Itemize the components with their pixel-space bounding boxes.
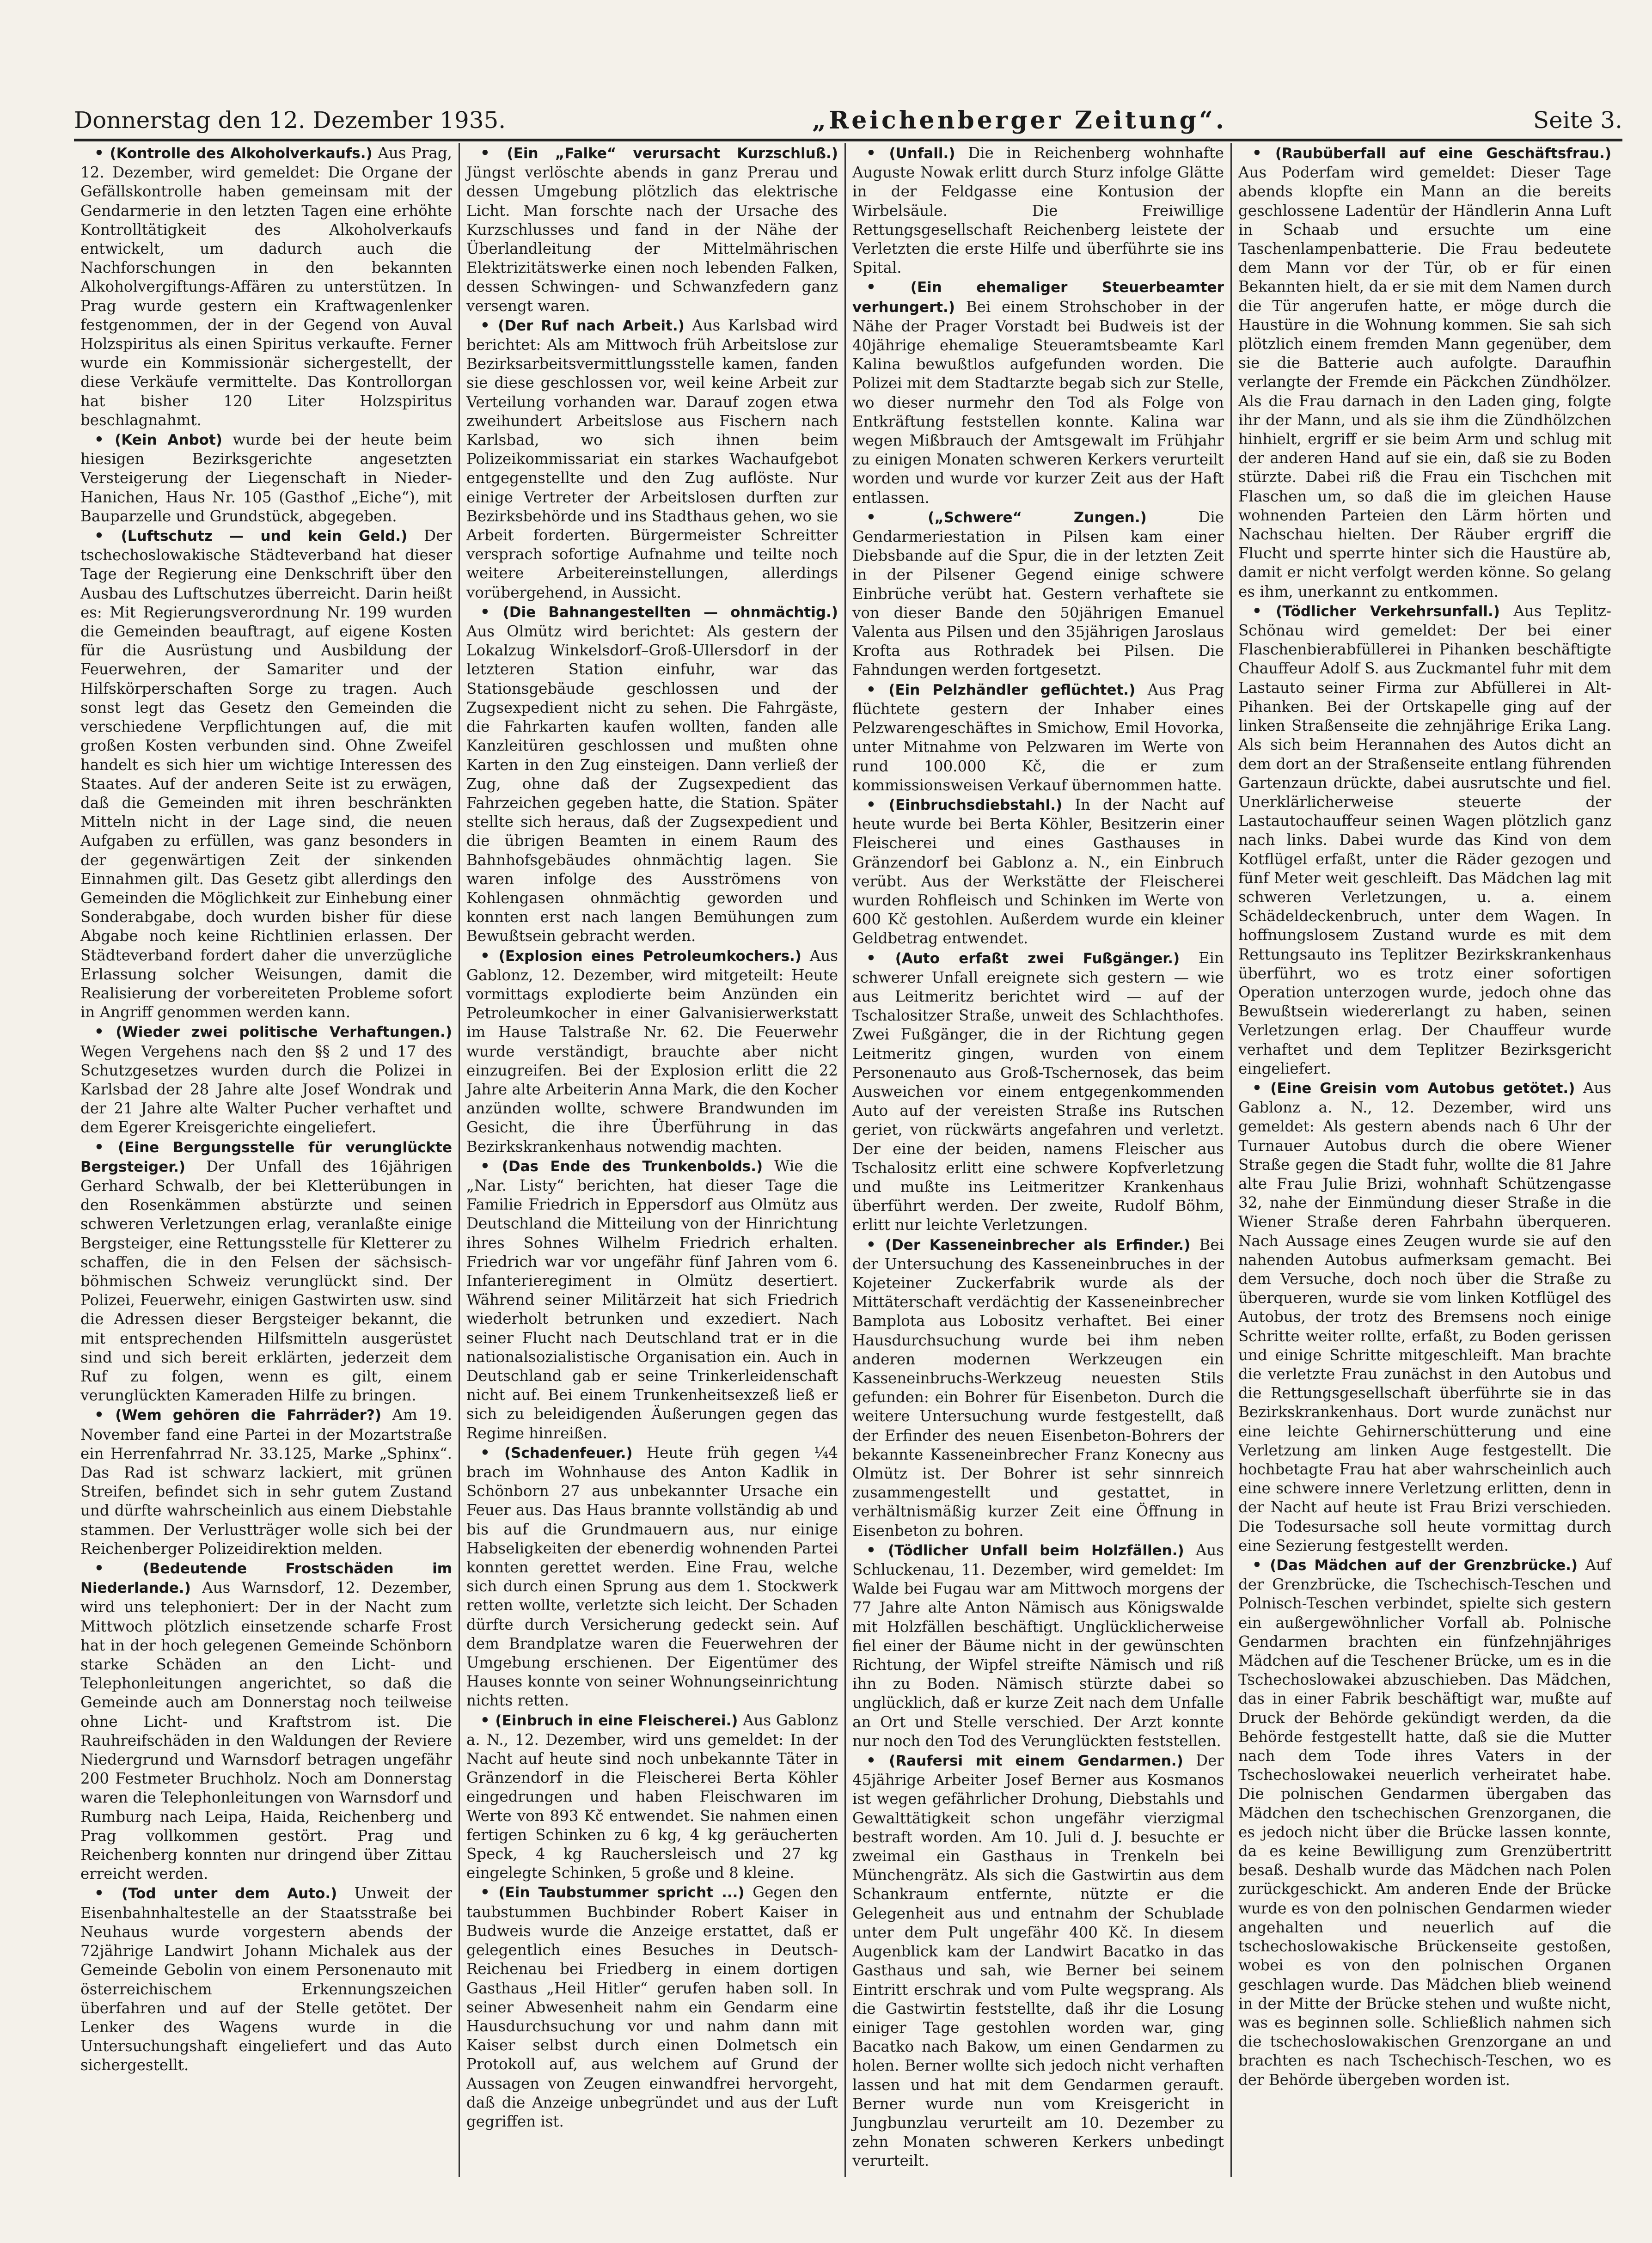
article-body: In der Nacht auf heute wurde bei Berta Köhler, Besitzerin einer Fleischerei und eines Gasthauses in Gränzendorf bei Gablonz a. N., ein Einbruch verübt. Aus der Werkstätte der Fleischerei wurden Rohfleisch und Schinken im Werte von 600 Kč gestohlen. Außerdem wurde ein kleiner Geldbetrag entwendet. xyxy=(852,795,1224,947)
article xyxy=(852,948,1224,1235)
article xyxy=(1238,601,1611,1078)
article-headline: (Luftschutz — und kein Geld.) xyxy=(121,528,408,545)
article-body: Aus Teplitz-Schönau wird gemeldet: Der bei einer Flaschenbierabfüllerei in Pihanken beschäftigte Chauffeur Adolf S. aus Zuckmantel fuhr mit dem Lastauto seiner Firma zur Abfüllerei in Alt-Pihanken. Bei der Ortskapelle ging auf der linken Straßenseite die zehnjährige Erika Lang. Als sich beim Herannahen des Autos dicht an dem dort an der Straßenseite entlang führenden Gartenzaun drückte, dabei ausrutschte und fiel. Unerklärlicherweise steuerte der Lastautochauffeur seinen Wagen plötzlich ganz nach links. Dabei wurde das Kind von dem Kotflügel erfaßt, unter die Räder gezogen und fünf Meter weit geschleift. Das Mädchen lag mit schweren Verletzungen, u. a. einem Schädeldeckenbruch, unter dem Wagen. In hoffnungslosem Zustand wurde es mit dem Rettungsauto ins Teplitzer Bezirkskrankenhaus überführt, wo es trotz einer sofortigen Operation unterzogen wurde, jedoch ohne das Bewußtsein wiedererlangt zu haben, seinen Verletzungen erlag. Der Chauffeur wurde verhaftet und dem Teplitzer Bezirksgericht eingeliefert. xyxy=(1238,602,1611,1077)
article xyxy=(852,277,1224,507)
column-3 xyxy=(846,143,1232,2177)
article-headline: (Ein Pelzhändler geflüchtet.) xyxy=(888,681,1136,698)
article-bullet: • xyxy=(1252,1078,1271,1097)
article-headline: (Tod unter dem Auto.) xyxy=(121,1885,337,1902)
article-headline: (Raufersi mit einem Gendarmen.) xyxy=(889,1753,1183,1770)
article-headline: (Eine Bergungsstelle für verunglückte Bergsteiger.) xyxy=(80,1139,452,1175)
article xyxy=(852,1235,1224,1540)
article-body: Aus Gablonz a. N., 12. Dezember, wird uns gemeldet: Als gestern abends nach 6 Uhr der Turnauer Autobus durch die obere Wiener Straße gegen die Stadt fuhr, wollte die 81 Jahre alte Frau Julie Brizi, wohnhaft Schützengasse 32, nahe der Einmündung dieser Straße in die Wiener Straße deren Fahrbahn überqueren. Nach Aussage eines Zeugen wurde sie auf den nahenden Autobus aufmerksam gemacht. Bei dem Versuche, doch noch über die Straße zu überqueren, wurde sie vom linken Kotflügel des Autobus, der trotz des Bremsens noch einige Schritte weiter rollte, erfaßt, zu Boden gerissen und einige Schritte mitgeschleift. Man brachte die verletzte Frau zunächst in den Autobus und die Rettungsgesellschaft überführte sie in das Bezirkskrankenhaus. Dort wurde zunächst nur eine leichte Gehirnerschütterung und eine Verletzung am linken Auge festgestellt. Die hochbetagte Frau hat aber wahrscheinlich auch eine schwere innere Verletzung erlitten, denn in der Nacht auf heute ist Frau Brizi verschieden. Die Todesursache soll heute vormittag durch eine Sezierung festgestellt werden. xyxy=(1238,1079,1611,1554)
page-header xyxy=(74,102,1622,141)
article-body: Aus Karlsbad wird berichtet: Als am Mittwoch früh Arbeitslose zur Bezirksarbeitsvermittlungsstelle kamen, fanden sie diese geschlossen vor, weil keine Arbeit zur Verteilung vorhanden war. Darauf zogen etwa zweihundert Arbeitslose aus Fischern nach Karlsbad, wo sich ihnen beim Polizeikommissariat ein starkes Wachaufgebot entgegenstellte und den Zug auflöste. Nur einige Vertreter der Arbeitslosen durften zur Bezirksbehörde und ins Stadthaus gehen, wo sie Arbeit forderten. Bürgermeister Schreitter versprach sofortige Aufnahme und teilte noch weitere Arbeitereinstellungen, allerdings vorübergehend, in Aussicht. xyxy=(466,316,838,601)
article-body: Die in Reichenberg wohnhafte Auguste Nowak erlitt durch Sturz infolge Glätte in der Feldgasse eine Kontusion der Wirbelsäule. Die Freiwillige Rettungsgesellschaft Reichenberg leistete der Verletzten die erste Hilfe und überführte sie ins Spital. xyxy=(852,144,1224,277)
article-headline: (Die Bahnangestellten — ohnmächtig.) xyxy=(502,604,838,621)
article xyxy=(466,602,838,946)
article-body: Unweit der Eisenbahnhaltestelle an der Staatsstraße bei Neuhaus wurde vorgestern abends der 72jährige Landwirt Johann Michalek aus der Gemeinde Gebolin von einem Personenauto mit österreichischem Erkennungszeichen überfahren und auf der Stelle getötet. Der Lenker des Wagens wurde in die Untersuchungshaft eingeliefert und das Auto sichergestellt. xyxy=(80,1884,452,2074)
article-headline: („Schwere“ Zungen.) xyxy=(928,509,1147,526)
article-headline: (Wem gehören die Fahrräder?) xyxy=(115,1407,382,1424)
article-headline: (Ein Taubstummer spricht ...) xyxy=(498,1884,745,1901)
article-bullet: • xyxy=(1252,144,1275,162)
article-bullet: • xyxy=(94,144,110,162)
article xyxy=(466,143,838,316)
article-body: Die Gendarmeriestation in Pilsen kam einer Diebsbande auf die Spur, die in der letzten Zeit in der Pilsener Gegend einige schwere Einbrüche verübt hat. Gestern verhaftete sie von dieser Bande den 50jährigen Emanuel Valenta aus Pilsen und den 35jährigen Jaroslaus Krofta aus Rothradek bei Pilsen. Die Fahndungen werden fortgesetzt. xyxy=(852,508,1224,679)
article xyxy=(80,526,452,1022)
article-body: Am 19. November fand eine Partei in der Mozartstraße ein Herrenfahrrad Nr. 33.125, Marke „Sphinx“. Das Rad ist schwarz lackiert, mit grünen Streifen, befindet sich in sehr gutem Zustand und dürfte wahrscheinlich aus einem Diebstahle stammen. Der Verlustträger wolle sich bei der Reichenberger Polizeidirektion melden. xyxy=(80,1406,453,1558)
article-body: wurde bei der heute beim hiesigen Bezirksgerichte angesetzten Versteigerung der Liegenschaft in Nieder-Hanichen, Haus Nr. 105 (Gasthof „Eiche“), mit Bauparzelle und Grundstück, abgegeben. xyxy=(80,431,452,525)
article xyxy=(80,1022,452,1137)
article xyxy=(466,316,838,602)
article-body: Aus Prag flüchtete gestern der Inhaber eines Pelzwarengeschäftes in Smichow, Emil Hovorka, unter Mitnahme von Pelzwaren im Werte von rund 100.000 Kč, die er zum kommissionsweisen Verkauf übernommen hatte. xyxy=(852,680,1224,794)
article-body: Bei der Untersuchung des Kasseneinbruches in der Kojeteiner Zuckerfabrik wurde als der Mittäterschaft verdächtig der Kasseneinbrecher Bamplota aus Lobositz verhaftet. Bei einer Hausdurchsuchung wurde bei ihm neben anderen modernen Werkzeugen ein Kasseneinbruchs-Werkzeug neuesten Stils gefunden: ein Bohrer für Eisenbeton. Durch die weitere Untersuchung wurde festgestellt, daß der Erfinder des neuen Eisenbeton-Bohrers der bekannte Kasseneinbrecher Franz Konecny aus Olmütz ist. Der Bohrer ist sehr sinnreich zusammengestellt und gestattet, in verhältnismäßig kurzer Zeit eine Öffnung in Eisenbeton zu bohren. xyxy=(852,1235,1224,1540)
article xyxy=(1238,1555,1611,2090)
article-bullet: • xyxy=(866,1540,888,1559)
article-bullet: • xyxy=(94,1406,116,1424)
article-bullet: • xyxy=(94,1137,118,1156)
article-bullet: • xyxy=(94,526,121,545)
article-headline: (Raubüberfall auf eine Geschäftsfrau.) xyxy=(1275,145,1612,162)
article-bullet: • xyxy=(1252,601,1276,620)
article-bullet: • xyxy=(480,602,503,621)
column-2 xyxy=(460,143,846,2177)
article-body: Wegen Vergehens nach den §§ 2 und 17 des Schutzgesetzes wurden durch die Polizei in Karlsbad der 28 Jahre alte Josef Wondrak und der 21 Jahre alte Walter Pucher verhaftet und dem Egerer Kreisgerichte eingeliefert. xyxy=(80,1042,452,1137)
article-headline: (Bedeutende Frostschäden im Niederlande.) xyxy=(80,1560,452,1597)
article-body: Aus Warnsdorf, 12. Dezember, wird uns telephoniert: Der in der Nacht zum Mittwoch plötzlich einsetzende scharfe Frost hat in der hoch gelegenen Gemeinde Schönborn starke Schäden an den Licht- und Telephonleitungen angerichtet, so daß die Gemeinde auch am Donnerstag noch teilweise ohne Licht- und Kraftstrom ist. Die Rauhreifschäden in den Waldungen der Reviere Niedergrund und Warnsdorf betragen ungefähr 200 Festmeter Bruchholz. Noch am Donnerstag waren die Telephonleitungen von Warnsdorf und Rumburg nach Leipa, Haida, Reichenberg und Prag vollkommen gestört. Prag und Reichenberg konnten nur dringend über Zittau erreicht werden. xyxy=(80,1579,452,1883)
article-bullet: • xyxy=(866,507,928,526)
article xyxy=(852,1540,1224,1751)
article-headline: (Tödlicher Verkehrsunfall.) xyxy=(1276,603,1500,620)
article xyxy=(466,946,838,1156)
article xyxy=(852,680,1224,795)
article-bullet: • xyxy=(480,1156,502,1175)
article xyxy=(80,1883,452,2075)
article-headline: (Das Mädchen auf der Grenzbrücke.) xyxy=(1270,1557,1578,1574)
article-bullet: • xyxy=(480,1711,496,1729)
article xyxy=(852,795,1224,948)
column-4 xyxy=(1232,143,1618,2177)
article-headline: (Explosion eines Petroleumkochers.) xyxy=(498,947,802,965)
article xyxy=(80,430,452,526)
article-body: Aus Prag, 12. Dezember, wird gemeldet: Die Organe der Gefällskontrolle haben gemeinsam mit der Gendarmerie in den letzten Tagen eine erhöhte Kontrolltätigkeit des Alkoholverkaufs entwickelt, um dadurch auch die Nachforschungen in den bekannten Alkoholvergiftungs-Affären zu unterstützen. In Prag wurde gestern ein Kraftwagenlenker festgenommen, der in der Gegend von Auval Holzspiritus als einen Spiritus verkaufte. Ferner wurde ein Kommissionär sichergestellt, der diese Verkäufe vermittelte. Das Kontrollorgan hat bisher 120 Liter Holzspiritus beschlagnahmt. xyxy=(80,144,452,429)
article xyxy=(80,1405,452,1558)
article-body: Der Unfall des 16jährigen Gerhard Schwalb, der bei Kletterübungen in den Rosenkämmen abstürzte und seinen schweren Verletzungen erlag, veranlaßte einige Bergsteiger, eine Rettungsstelle für Kletterer zu schaffen, die in den Felsen der sächsisch-böhmischen Schweiz verunglückt sind. Der Polizei, Feuerwehr, einigen Gastwirten usw. sind die Adressen dieser Bergsteiger bekannt, die mit entsprechenden Hilfsmitteln ausgerüstet sind und sich bereit erklärten, jederzeit dem Ruf zu folgen, wenn es gilt, einem verunglückten Kameraden Hilfe zu bringen. xyxy=(80,1157,452,1405)
article-body: Aus Poderfam wird gemeldet: Dieser Tage abends klopfte ein Mann an die bereits geschlossene Ladentür der Händlerin Anna Luft in Schaab und ersuchte um eine Taschenlampenbatterie. Die Frau bedeutete dem Mann vor der Tür, ob er für einen Bekannten hielt, da er sie mit dem Namen durch die Tür angerufen hatte, er möge durch die Haustüre in die Wohnung kommen. Sie sah sich plötzlich einem fremden Mann gegenüber, dem sie die Batterie auch aufolgte. Daraufhin verlangte der Fremde ein Päckchen Zündhölzer. Als die Frau darnach in den Laden ging, folgte ihr der Mann, und als sie ihm die Zündhölzchen hinhielt, ergriff er sie beim Arm und schlug mit der anderen Hand auf sie ein, daß sie zu Boden stürzte. Dabei riß die Frau ein Tischchen mit Flaschen um, so daß die im gleichen Hause wohnenden Parteien den Lärm hörten und Nachschau hielten. Der Räuber ergriff die Flucht und sperrte hinter sich die Haustüre ab, damit er nicht verfolgt werden könne. So gelang es ihm, unerkannt zu entkommen. xyxy=(1238,164,1611,600)
article-bullet: • xyxy=(94,1559,143,1577)
article-headline: (Ein ehemaliger Steuerbeamter verhungert.) xyxy=(852,279,1224,316)
article xyxy=(1238,1078,1611,1555)
article-body: Der tschechoslowakische Städteverband hat dieser Tage der Regierung eine Denkschrift über den Ausbau des Luftschutzes überreicht. Darin heißt es: Mit Regierungsverordnung Nr. 199 wurden die Gemeinden beauftragt, auf eigene Kosten für die Ausrüstung und Ausbildung der Feuerwehren, der Samariter und der Hilfskörperschaften Sorge zu tragen. Auch sonst legt das Gesetz den Gemeinden die verschiedene Verpflichtungen auf, die mit großen Kosten verbunden sind. Ohne Zweifel handelt es sich hier um wichtige Interessen des Staates. Auf der anderen Seite ist zu erwägen, daß die Gemeinden mit ihren beschränkten Mitteln nicht in der Lage sind, die neuen Aufgaben zu erfüllen, was ganz besonders in der gegenwärtigen Zeit der sinkenden Einnahmen gilt. Das Gesetz gibt allerdings den Gemeinden die Möglichkeit zur Einhebung einer Sonderabgabe, doch wurden bisher für diese Abgabe noch keine Richtlinien erlassen. Der Städteverband fordert daher die unverzügliche Erlassung solcher Weisungen, damit die Realisierung der vorbereiteten Probleme sofort in Angriff genommen werden kann. xyxy=(80,527,452,1021)
article-body: Aus Gablonz, 12. Dezember, wird mitgeteilt: Heute vormittags explodierte beim Anzünden ein Petroleumkocher in einer Galvanisierwerkstatt im Hause Talstraße Nr. 62. Die Feuerwehr wurde verständigt, brauchte aber nicht einzugreifen. Bei der Explosion erlitt die 22 Jahre alte Arbeiterin Anna Mark, die den Kocher anzünden wollte, schwere Brandwunden im Gesicht, die ihre Überführung in das Bezirkskrankenhaus notwendig machten. xyxy=(466,947,838,1155)
article-bullet: • xyxy=(94,1884,122,1902)
article-body: Auf der Grenzbrücke, die Tschechisch-Teschen und Polnisch-Teschen verbindet, spielte sich gestern ein außergewöhnlicher Vorfall ab. Polnische Gendarmen brachten ein fünfzehnjähriges Mädchen auf die Teschener Brücke, um es in die Tschechoslowakei abzuschieben. Das Mädchen, das in einer Fabrik beschäftigt war, mußte auf Druck der Behörde gekündigt werden, da die Behörde festgestellt hatte, daß sie die Mutter nach dem Tode ihres Vaters in der Tschechoslowakei neuerlich verheiratet habe. Die polnischen Gendarmen übergaben das Mädchen den tschechischen Grenzorganen, die es jedoch nicht über die Brücke lassen konnte, da es keine Bewilligung zum Grenzübertritt besaß. Deshalb wurde das Mädchen nach Polen zurückgeschickt. Am anderen Ende der Brücke wurde es von den polnischen Gendarmen wieder angehalten und neuerlich auf die tschechoslowakische Brückenseite gestoßen, wobei es von den polnischen Organen geschlagen wurde. Das Mädchen blieb weinend in der Mitte der Brücke stehen und wußte nicht, was es beginnen solle. Schließlich nahmen sich die tschechoslowakischen Grenzorgane an und brachten es nach Tschechisch-Teschen, wo es der Behörde übergeben worden ist. xyxy=(1238,1556,1611,2089)
article-body: Aus Olmütz wird berichtet: Als gestern der Lokalzug Winkelsdorf–Groß-Ullersdorf in der letzteren Station einfuhr, war das Stationsgebäude geschlossen und der Zugsexpedient nicht zu sehen. Die Fahrgäste, die Fahrkarten kaufen wollten, fanden alle Kanzleitüren geschlossen und mußten ohne Karten in den Zug einsteigen. Dann verließ der Zug, ohne daß der Zugsexpedient das Fahrzeichen gegeben hatte, die Station. Später stellte sich heraus, daß der Zugsexpedient und die übrigen Beamten in einem Raum des Bahnhofsgebäudes ohnmächtig lagen. Sie waren infolge des Ausströmens von Kohlengasen ohnmächtig geworden und konnten erst nach langen Bemühungen zum Bewußtsein gebracht werden. xyxy=(466,623,838,945)
page-number: Seite 3. xyxy=(1533,107,1622,134)
article-body: Bei einem Strohschober in der Nähe der Prager Vorstadt bei Budweis ist der 40jährige ehemalige Steueramtsbeamte Karl Kalina bewußtlos aufgefunden worden. Die Polizei mit dem Stadtarzte begab sich zur Stelle, wo dieser nurmehr den Tod als Folge von Entkräftung feststellen konnte. Kalina war wegen Mißbrauch der Amtsgewalt im Frühjahr zu einigen Monaten schweren Kerkers verurteilt worden und wurde vor kurzer Zeit aus der Haft entlassen. xyxy=(852,298,1224,507)
article-body: Gegen den taubstummen Buchbinder Robert Kaiser in Budweis wurde die Anzeige erstattet, daß er gelegentlich eines Besuches in Deutsch-Reichenau bei Friedberg in einem dortigen Gasthaus „Heil Hitler“ gerufen haben soll. In seiner Abwesenheit nahm ein Gendarm eine Hausdurchsuchung vor und nahm dann mit Kaiser selbst durch einen Dolmetsch ein Protokoll auf, aus welchem auf Grund der Aussagen von Zeugen einwandfrei hervorgeht, daß die Anzeige unbegründet und aus der Luft gegriffen ist. xyxy=(466,1883,838,2130)
article-body: Aus Schluckenau, 11. Dezember, wird gemeldet: Im Walde bei Fugau war am Mittwoch morgens der 77 Jahre alte Anton Nämisch aus Königswalde mit Holzfällen beschäftigt. Unglücklicherweise fiel einer der Bäume nicht in der gewünschten Richtung, der Wipfel streifte Nämisch und riß ihn zu Boden. Nämisch stürzte dabei so unglücklich, daß er kurze Zeit nach dem Unfalle an Ort und Stelle verschied. Der Arzt konnte nur noch den Tod des Verunglückten feststellen. xyxy=(852,1541,1224,1750)
article-body: Ein schwerer Unfall ereignete sich gestern — wie aus Leitmeritz berichtet wird — auf der Tschalositzer Straße, unweit des Schlachthofes. Zwei Fußgänger, die in der Richtung gegen Leitmeritz gingen, wurden von einem Personenauto aus Groß-Tschernosek, das beim Ausweichen vor einem entgegenkommenden Auto auf der vereisten Straße ins Rutschen geriet, von rückwärts angefahren und verletzt. Der eine der beiden, namens Fleischer aus Tschalositz erlitt eine schwere Kopfverletzung und mußte ins Leitmeritzer Krankenhaus überführt werden. Der zweite, Rudolf Böhm, erlitt nur leichte Verletzungen. xyxy=(852,949,1224,1234)
article xyxy=(852,143,1224,277)
article-bullet: • xyxy=(866,795,889,813)
article-headline: (Eine Greisin vom Autobus getötet.) xyxy=(1270,1080,1575,1097)
article xyxy=(852,1751,1224,2170)
article-body: Aus Gablonz a. N., 12. Dezember, wird uns gemeldet: In der Nacht auf heute sind noch unbekannte Täter in Gränzendorf in die Fleischerei Berta Köhler eingedrungen und haben Fleischwaren im Werte von 893 Kč entwendet. Sie nahmen einen fertigen Schinken zu 6 kg, 4 kg geräucherten Speck, 4 kg Rauchersleisch und 27 kg eingelegte Schinken, 5 große und 8 kleine. xyxy=(466,1711,838,1882)
article-body: Wie die „Nar. Listy“ berichten, hat dieser Tage die Familie Friedrich in Eppersdorf aus Olmütz aus Deutschland die Mitteilung von der Hinrichtung ihres Sohnes Wilhelm Friedrich erhalten. Friedrich war vor ungefähr fünf Jahren vom 6. Infanterieregiment in Olmütz desertiert. Während seiner Militärzeit hat sich Friedrich wiederholt betrunken und exzediert. Nach seiner Flucht nach Deutschland trat er in die nationalsozialistische Organisation ein. Auch in Deutschland gab er seine Trinkerleidenschaft nicht auf. Bei einem Trunkenheitsexzeß ließ er sich zu beleidigenden Äußerungen gegen das Regime hinreißen. xyxy=(466,1157,838,1442)
article-bullet: • xyxy=(866,948,895,967)
article-body: Der 45jährige Arbeiter Josef Berner aus Kosmanos ist wegen gefährlicher Drohung, Diebstahls und Gewalttätigkeit schon ungefähr vierzigmal bestraft worden. Am 10. Juli d. J. besuchte er zweimal ein Gasthaus in Trenkeln bei Münchengrätz. Als sich die Gastwirtin aus dem Schankraum entfernte, nützte er die Gelegenheit aus und entnahm der Schublade unter dem Pult ungefähr 400 Kč. In diesem Augenblick kam der Landwirt Bacatko in das Gasthaus und sah, wie Berner bei seinem Eintritt erschrak und vom Pulte wegsprang. Als die Gastwirtin feststellte, daß ihr die Losung einiger Tage gestohlen worden war, ging Bacatko nach Bakow, um einen Gendarmen zu holen. Berner wollte sich jedoch nicht verhaften lassen und hat mit dem Gendarmen gerauft. Berner wurde nun vom Kreisgericht in Jungbunzlau verurteilt am 10. Dezember zu zehn Monaten schweren Kerkers unbedingt verurteilt. xyxy=(852,1752,1224,2170)
article-bullet: • xyxy=(866,278,911,296)
newspaper-title: „Reichenberger Zeitung“. xyxy=(812,106,1227,134)
article-headline: (Wieder zwei politische Verhaftungen.) xyxy=(116,1024,452,1041)
article-headline: (Der Kasseneinbrecher als Erfinder.) xyxy=(885,1236,1191,1253)
article-bullet: • xyxy=(480,144,507,162)
article-bullet: • xyxy=(1252,1556,1270,1574)
article-bullet: • xyxy=(480,316,498,334)
article-headline: (Ein „Falke“ verursacht Kurzschluß.) xyxy=(507,145,838,162)
article-headline: (Unfall.) xyxy=(889,145,955,162)
article-bullet: • xyxy=(94,1022,116,1041)
article-body: Heute früh gegen ¼4 brach im Wohnhause des Anton Kadlik in Schönborn 27 aus unbekannter Ursache ein Feuer aus. Das Haus brannte vollständig ab und bis auf die Grundmauern aus, nur einige Habseligkeiten der ebenerdig wohnenden Partei konnten gerettet werden. Eine Frau, welche sich durch einen Sprung aus dem 1. Stockwerk retten wollte, verletzte sich leicht. Der Schaden dürfte durch Versicherung gedeckt sein. Auf dem Brandplatze waren die Feuerwehren der Umgebung erschienen. Der Eigentümer des Hauses konnte von seiner Wohnungseinrichtung nichts retten. xyxy=(466,1443,838,1710)
article xyxy=(80,1558,452,1883)
article-bullet: • xyxy=(94,430,115,449)
article-headline: (Schadenfeuer.) xyxy=(504,1444,633,1461)
article-body: Jüngst verlöschte abends in ganz Prerau und dessen Umgebung plötzlich das elektrische Licht. Man forschte nach der Ursache des Kurzschlusses und fand in der Nähe der Überlandleitung der Mittelmährischen Elektrizitätswerke einen noch lebenden Falken, dessen Schwingen- und Schwanzfedern ganz versengt waren. xyxy=(466,164,838,315)
article xyxy=(80,143,452,430)
article xyxy=(466,1443,838,1711)
article-headline: (Kontrolle des Alkoholverkaufs.) xyxy=(110,145,373,162)
article-headline: (Einbruch in eine Fleischerei.) xyxy=(495,1712,738,1729)
article-headline: (Einbruchsdiebstahl.) xyxy=(888,796,1063,813)
column-1 xyxy=(74,143,460,2177)
article-bullet: • xyxy=(480,1883,499,1901)
article-headline: (Das Ende des Trunkenbolds.) xyxy=(502,1158,763,1175)
article-headline: (Kein Anbot) xyxy=(115,432,222,449)
article-bullet: • xyxy=(866,144,889,162)
article xyxy=(852,507,1224,680)
article-bullet: • xyxy=(480,1443,505,1461)
article-columns xyxy=(74,143,1622,2177)
article xyxy=(466,1156,838,1443)
article-bullet: • xyxy=(866,1751,889,1770)
article xyxy=(466,1711,838,1883)
article xyxy=(80,1137,452,1406)
article xyxy=(466,1882,838,2131)
article xyxy=(1238,143,1611,601)
article-headline: (Tödlicher Unfall beim Holzfällen.) xyxy=(888,1542,1184,1559)
article-bullet: • xyxy=(480,946,499,965)
article-headline: (Auto erfaßt zwei Fußgänger.) xyxy=(895,950,1180,967)
article-bullet: • xyxy=(866,1235,885,1253)
issue-date: Donnerstag den 12. Dezember 1935. xyxy=(74,107,506,134)
article-headline: (Der Ruf nach Arbeit.) xyxy=(498,317,685,334)
article-bullet: • xyxy=(866,680,889,698)
